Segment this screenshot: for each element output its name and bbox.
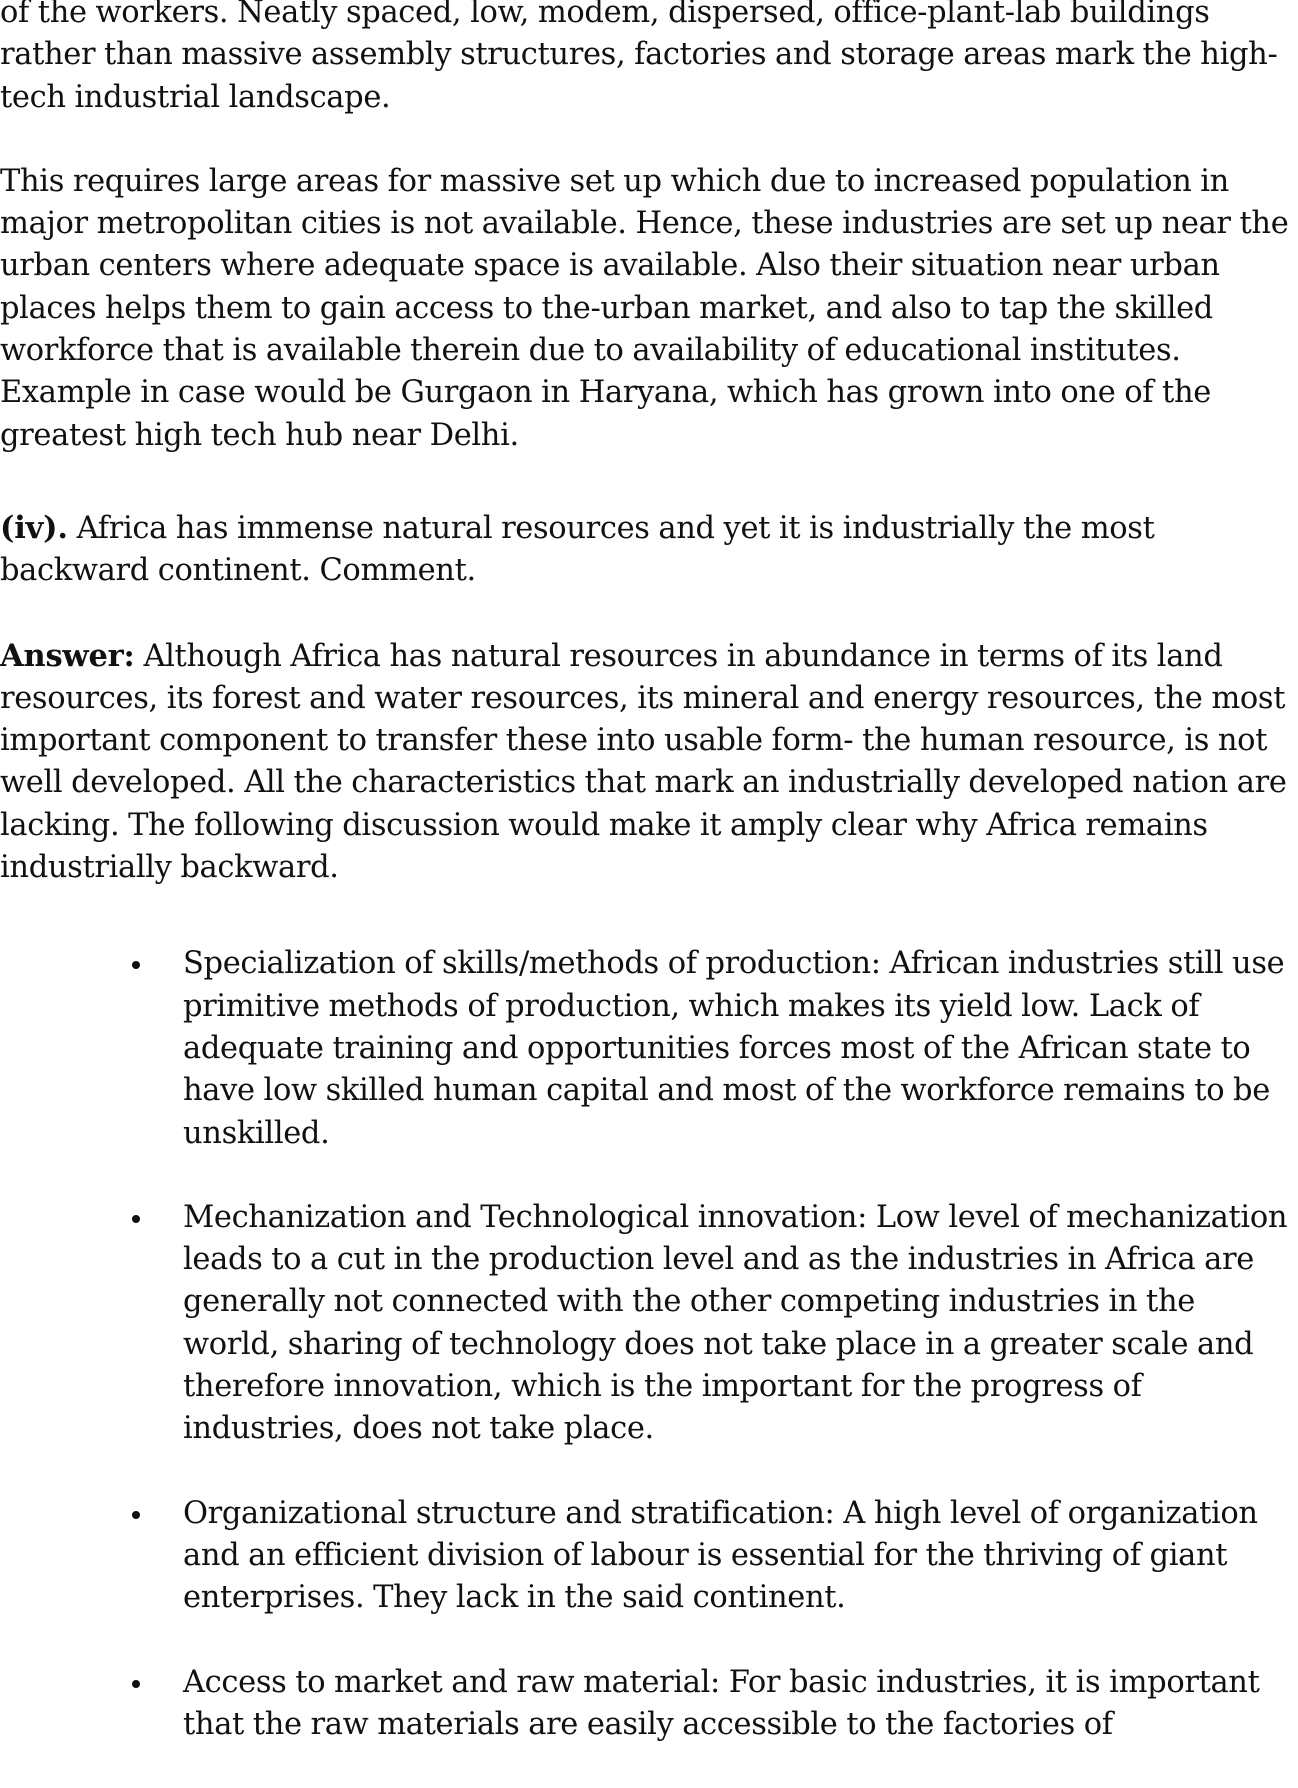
intro-paragraph: of the workers. Neatly spaced, low, modem, dispersed, office-plant-lab buildings rather than massive assembly structures, factories and storage areas mark the high-tech industrial landscape. bbox=[0, 0, 1278, 115]
list-item bbox=[0, 943, 1298, 1154]
list-item bbox=[0, 1493, 1298, 1620]
bullet-dot-icon bbox=[132, 1215, 140, 1223]
list-item-text: Mechanization and Technological innovation: Low level of mechanization leads to a cut in the production level and as the industries in Africa are generally not connected with the other competing industries in the world, sharing of technology does not take place in a greater scale and therefore innovation, which is the important for the progress of industries, does not take place. bbox=[183, 1199, 1288, 1447]
answer-paragraph bbox=[0, 635, 1298, 890]
list-item-text: Organizational structure and stratification: A high level of organization and an efficient division of labour is essential for the thriving of giant enterprises. They lack in the said continent. bbox=[183, 1495, 1258, 1616]
list-item-text: Access to market and raw material: For basic industries, it is important that the raw materials are easily accessible to the factories of bbox=[183, 1664, 1260, 1742]
requirement-paragraph: This requires large areas for massive set up which due to increased population in major metropolitan cities is not available. Hence, these industries are set up near the urban centers where adequate space is available. Also their situation near urban places helps them to gain access to the-urban market, and also to tap the skilled workforce that is available therein due to availability of educational institutes. Example in case would be Gurgaon in Haryana, which has grown into one of the greatest high tech hub near Delhi. bbox=[0, 163, 1289, 453]
bullet-dot-icon bbox=[132, 961, 140, 969]
question-label: (iv). bbox=[0, 509, 68, 546]
bullet-dot-icon bbox=[132, 1511, 140, 1519]
list-item-text: Specialization of skills/methods of production: African industries still use primitive methods of production, which makes its yield low. Lack of adequate training and opportunities forces most of the African state to have low skilled human capital and most of the workforce remains to be unskilled. bbox=[183, 946, 1285, 1151]
bullet-dot-icon bbox=[132, 1680, 140, 1688]
list-item bbox=[0, 1662, 1298, 1747]
answer-label: Answer: bbox=[0, 637, 135, 674]
answer-text: Although Africa has natural resources in abundance in terms of its land resources, its forest and water resources, its mineral and energy resources, the most important component to transfer these into usable form- the human resource, is not well developed. All the characteristics that mark an industrially developed nation are lacking. The following discussion would make it amply clear why Africa remains industrially backward. bbox=[0, 638, 1287, 886]
question-text: Africa has immense natural resources and yet it is industrially the most backward continent. Comment. bbox=[0, 510, 1155, 589]
bullet-list bbox=[0, 943, 1298, 1746]
list-item bbox=[0, 1197, 1298, 1451]
question-paragraph bbox=[0, 507, 1298, 593]
